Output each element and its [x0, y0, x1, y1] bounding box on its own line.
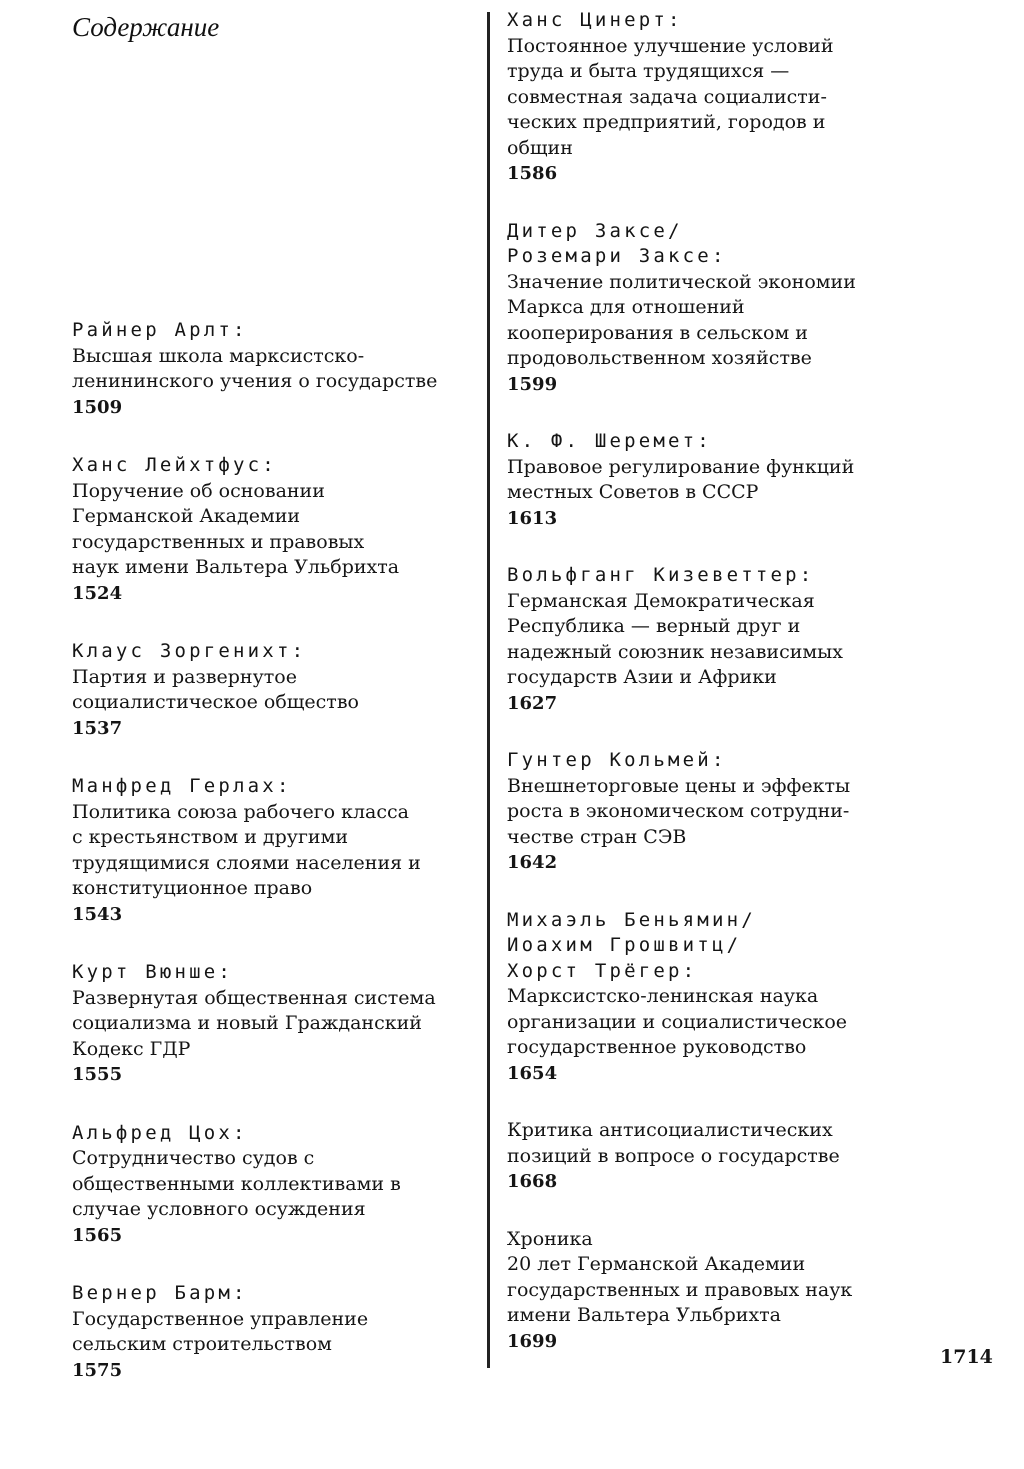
toc-page-number: 1613 — [507, 507, 558, 529]
toc-title-line: общественными коллективами в — [72, 1172, 401, 1195]
contents-left-column — [72, 318, 482, 1416]
toc-title — [507, 455, 977, 506]
toc-author: Райнер Арлт: — [72, 319, 248, 341]
toc-entry — [72, 318, 482, 420]
toc-entry — [72, 453, 482, 606]
toc-title — [507, 1118, 977, 1169]
toc-author: Альфред Цох: — [72, 1121, 248, 1144]
toc-entry — [507, 1118, 977, 1195]
toc-title-line: позиций в вопросе о государстве — [507, 1144, 840, 1167]
toc-title — [72, 800, 482, 902]
toc-page-number: 1524 — [72, 582, 123, 604]
toc-page-number: 1555 — [72, 1064, 123, 1085]
toc-title-line: Германская Демократическая — [507, 589, 815, 612]
toc-title-line: общин — [507, 136, 573, 159]
toc-entry — [72, 639, 482, 741]
toc-title-line: конституционное право — [72, 877, 313, 899]
toc-title-line: Государственное управление — [72, 1307, 369, 1330]
toc-author: Манфред Герлах: — [72, 775, 292, 797]
toc-title-line: Значение политической экономии — [507, 270, 856, 293]
toc-title — [72, 986, 482, 1063]
toc-page-number: 1627 — [507, 692, 558, 714]
toc-title-line: продовольственном хозяйстве — [507, 347, 812, 369]
toc-title-line: совместная задача социалисти- — [507, 85, 827, 108]
toc-title-line: ленининского учения о государстве — [72, 370, 438, 392]
toc-entry — [72, 774, 482, 927]
toc-title-line: социализма и новый Гражданский — [72, 1012, 422, 1034]
toc-title-line: имени Вальтера Ульбрихта — [507, 1304, 782, 1326]
toc-title-line: Германской Академии — [72, 505, 301, 527]
toc-title-line: с крестьянством и другими — [72, 826, 349, 848]
toc-page-number: 1599 — [507, 373, 558, 395]
toc-title-line: социалистическое общество — [72, 691, 359, 713]
toc-title-line: государственное руководство — [507, 1036, 807, 1058]
toc-title — [72, 1307, 482, 1358]
toc-title-line: труда и быта трудящихся — — [507, 60, 790, 82]
toc-title-line: наук имени Вальтера Ульбрихта — [72, 556, 400, 578]
toc-author: Вольфганг Кизеветтер: — [507, 564, 815, 586]
toc-title-line: государств Азии и Африки — [507, 666, 777, 688]
toc-entry — [72, 1121, 482, 1249]
page-heading: Содержание — [72, 12, 220, 42]
toc-entry — [507, 563, 977, 716]
toc-author: Клаус Зоргенихт: — [72, 640, 307, 662]
column-divider — [487, 12, 490, 1368]
toc-entry — [507, 748, 977, 876]
toc-title-line: Высшая школа марксистско- — [72, 344, 365, 367]
toc-title-line: кооперирования в сельском и — [507, 321, 808, 344]
toc-page-number: 1537 — [72, 717, 123, 739]
toc-author: Курт Вюнше: — [72, 961, 234, 983]
toc-title-line: Сотрудничество судов с — [72, 1147, 315, 1169]
toc-title — [507, 1227, 977, 1329]
toc-title — [72, 665, 482, 716]
toc-page-number: 1575 — [72, 1359, 123, 1381]
contents-right-column — [507, 8, 977, 1386]
toc-entry — [507, 219, 977, 398]
toc-title — [507, 984, 977, 1061]
toc-title-line: Партия и развернутое — [72, 665, 297, 688]
toc-page-number: 1586 — [507, 163, 558, 184]
toc-title-line: честве стран СЭВ — [507, 825, 687, 848]
toc-author: Ханс Лейхтфус: — [72, 454, 277, 476]
toc-title — [72, 344, 482, 395]
toc-title — [507, 270, 977, 372]
toc-page-number: 1642 — [507, 852, 558, 873]
toc-author: К. Ф. Шеремет: — [507, 430, 712, 452]
toc-author: Михаэль Беньямин/ Иоахим Грошвитц/ Хорст Трёгер: — [507, 908, 756, 982]
toc-page-number: 1509 — [72, 396, 123, 418]
toc-page-number: 1699 — [507, 1330, 558, 1352]
toc-title — [507, 589, 977, 691]
toc-title-line: Правовое регулирование функций — [507, 455, 855, 478]
toc-title-line: Хроника — [507, 1227, 593, 1250]
toc-title-line: Развернутая общественная система — [72, 986, 436, 1009]
toc-title-line: трудящимися слоями населения и — [72, 851, 421, 874]
toc-title-line: Маркса для отношений — [507, 296, 745, 318]
toc-title-line: организации и социалистическое — [507, 1010, 848, 1033]
toc-author: Ханс Цинерт: — [507, 9, 683, 31]
toc-title-line: Республика — верный друг и — [507, 615, 801, 637]
toc-title-line: ческих предприятий, городов и — [507, 111, 826, 133]
toc-title-line: Критика антисоциалистических — [507, 1119, 833, 1141]
toc-title — [72, 1146, 482, 1223]
toc-page-number: 1654 — [507, 1062, 558, 1084]
toc-title-line: 20 лет Германской Академии — [507, 1253, 806, 1275]
page-number: 1714 — [940, 1346, 993, 1368]
toc-title-line: государственных и правовых наук — [507, 1278, 853, 1301]
toc-title-line: Внешнеторговые цены и эффекты — [507, 774, 851, 797]
toc-author: Вернер Барм: — [72, 1282, 248, 1304]
toc-title-line: Поручение об основании — [72, 479, 325, 502]
toc-title — [72, 479, 482, 581]
toc-author: Гунтер Кольмей: — [507, 749, 727, 771]
toc-entry — [507, 908, 977, 1087]
toc-author: Дитер Заксе/ Роземари Заксе: — [507, 219, 727, 267]
toc-title-line: Марксистско-ленинская наука — [507, 985, 819, 1007]
toc-title-line: государственных и правовых — [72, 530, 365, 553]
toc-title-line: сельским строительством — [72, 1333, 332, 1355]
toc-entry — [507, 1227, 977, 1355]
toc-title-line: Постоянное улучшение условий — [507, 34, 834, 57]
toc-page-number: 1668 — [507, 1171, 558, 1192]
toc-page-number: 1543 — [72, 903, 123, 925]
toc-title-line: роста в экономическом сотрудни- — [507, 800, 850, 822]
toc-entry — [72, 960, 482, 1088]
toc-page-number: 1565 — [72, 1224, 123, 1246]
toc-title — [507, 774, 977, 851]
toc-title — [507, 34, 977, 162]
toc-entry — [507, 8, 977, 187]
toc-title-line: Политика союза рабочего класса — [72, 800, 409, 823]
toc-entry — [507, 429, 977, 531]
toc-title-line: надежный союзник независимых — [507, 640, 844, 663]
toc-title-line: случае условного осуждения — [72, 1198, 366, 1220]
toc-entry — [72, 1281, 482, 1383]
toc-title-line: Кодекс ГДР — [72, 1037, 191, 1060]
toc-title-line: местных Советов в СССР — [507, 481, 759, 503]
